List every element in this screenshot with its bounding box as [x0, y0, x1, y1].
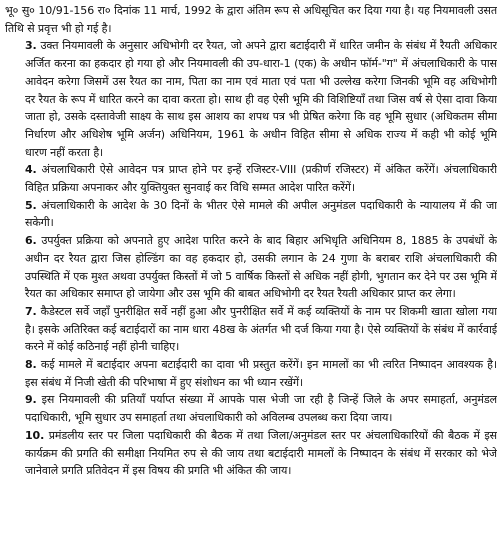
- document-page: [5, 2, 497, 548]
- paragraph-text: उपर्युक्त प्रक्रिया को अपनाते हुए आदेश पारित करने के बाद बिहार अभिधृति अधिनियम 8, 1885 के उपबंधों के अधीन दर रैयत द्वारा जिस होल्डिंग का वह हकदार हो, उसकी लगान के 24 गुणा के बराबर राशि अंचलाधिकारी की उपस्थिति में एक मुश्त अथवा उपर्युक्त किस्तों में जो 5 वार्षिक किस्तों से अधिक नहीं होगी, भुगतान कर देने पर उस भूमि में रैयत का अधिकार समाप्त हो जायेगा और उस भूमि की बाबत अधिभोगी दर रैयत रैयती अधिकार प्राप्त कर लेगा।: [25, 234, 497, 301]
- paragraph-text: इस नियमावली की प्रतियाँ पर्याप्त संख्या में आपके पास भेजी जा रही है जिन्हें जिले के अपर समाहर्ता, अनुमंडल पदाधिकारी, भूमि सुधार उप समाहर्ता तथा अंचलाधिकारी को अविलम्ब उपलब्ध करा दिया जाय।: [25, 393, 497, 425]
- paragraph-text: अंचलाधिकारी के आदेश के 30 दिनों के भीतर ऐसे मामले की अपील अनुमंडल पदाधिकारी के न्यायालय में की जा सकेगी।: [25, 198, 497, 230]
- paragraph-number: 6.: [25, 234, 37, 248]
- paragraph-9: [5, 391, 497, 426]
- paragraph-number: 10.: [25, 428, 45, 442]
- paragraph-number: 4.: [25, 163, 37, 177]
- paragraph-4: [5, 161, 497, 196]
- paragraph-number: 3.: [25, 39, 37, 53]
- paragraph-6: [5, 232, 497, 303]
- paragraph-text: अंचलाधिकारी ऐसे आवेदन पत्र प्राप्त होने पर इन्हें रजिस्टर-VIII (प्रकीर्ण रजिस्टर) में अंकित करेंगें। अंचलाधिकारी विहित प्रक्रिया अपनाकर और युक्तियुक्त सुनवाई कर विधि सम्मत आदेश पारित करेंगें।: [25, 163, 497, 195]
- paragraph-10: [5, 427, 497, 480]
- paragraph-3: [5, 37, 497, 161]
- intro-text: भू० सु० 10/91-156 रा० दिनांक 11 मार्च, 1992 के द्वारा अंतिम रूप से अधिसूचित कर दिया गया है। यह नियमावली उसत तिथि से प्रवृत्त भी हो गई है।: [5, 4, 497, 35]
- paragraph-7: [5, 303, 497, 356]
- paragraph-text: कई मामले में बटाईदार अपना बटाईदारी का दावा भी प्रस्तुत करेंगें। इन मामलों का भी त्वरित निष्पादन आवश्यक है। इस संबंध में निजी खेती की परिभाषा में हुए संशोधन का भी ध्यान रखेंगें।: [25, 358, 497, 389]
- paragraph-number: 5.: [25, 198, 37, 212]
- paragraph-number: 9.: [25, 393, 37, 407]
- paragraph-text: उक्त नियमावली के अनुसार अधिभोगी दर रैयत, जो अपने द्वारा बटाईदारी में धारित जमीन के संबंध में रैयती अधिकार अर्जित करना का हकदार हो गया हो और नियमावली की उप-धारा-1 (एक) के अधीन फॉर्म-"ग" में अंचलाधिकारी के पास आवेदन करेगा जिसमें उस रैयत का नाम, पिता का नाम एवं माता एवं पता भी उल्लेख करेगा जिनकी भूमि वह अधिभोगी दर रैयत के रूप में धारित करने का दावा करता हो। साथ ही वह ऐसी भूमि की विशिष्टियाँ तथा जिस वर्ष से ऐसा दावा किया जाता हो, उसके दस्तावेजी साक्ष्य के साथ इस आशय का शपथ पत्र भी प्रेषित करेगा कि वह भूमि सुधार (अधिकतम सीमा निर्धारण और अधिशेष भूमि अर्जन) अधिनियम, 1961 के अधीन विहित सीमा से अधिक राज्य में कही भी कोई भूमि धारण नहीं करता है।: [25, 39, 497, 159]
- paragraph-8: [5, 356, 497, 391]
- paragraph-number: 7.: [25, 304, 37, 318]
- paragraph-5: [5, 197, 497, 232]
- paragraph-text: कैडेस्टल सर्वे जहाँ पुनरीक्षित सर्वे नहीं हुआ और पुनरीक्षित सर्वे में कई व्यक्तियों के नाम पर शिकमी खाता खोला गया है। इसके अतिरिक्त कई बटाईदारों का नाम धारा 48ख के अंतर्गत भी दर्ज किया गया है। ऐसे व्यक्तियों के संबंध में कार्रवाई करने में कोई कठिनाई नहीं होनी चाहिए।: [25, 304, 497, 354]
- paragraph-number: 8.: [25, 358, 37, 372]
- paragraph-text: प्रमंडलीय स्तर पर जिला पदाधिकारी की बैठक में तथा जिला/अनुमंडल स्तर पर अंचलाधिकारियों की बैठक में इस कार्यक्रम की प्रगति की समीक्षा नियमित रुप से की जाय तथा बटाईदारी मामलों के निष्पादन के संबंध में सरकार को भेजे जानेवाले प्रगति प्रतिवेदन में इस विषय की प्रगति भी अंकित की जाय।: [25, 428, 497, 478]
